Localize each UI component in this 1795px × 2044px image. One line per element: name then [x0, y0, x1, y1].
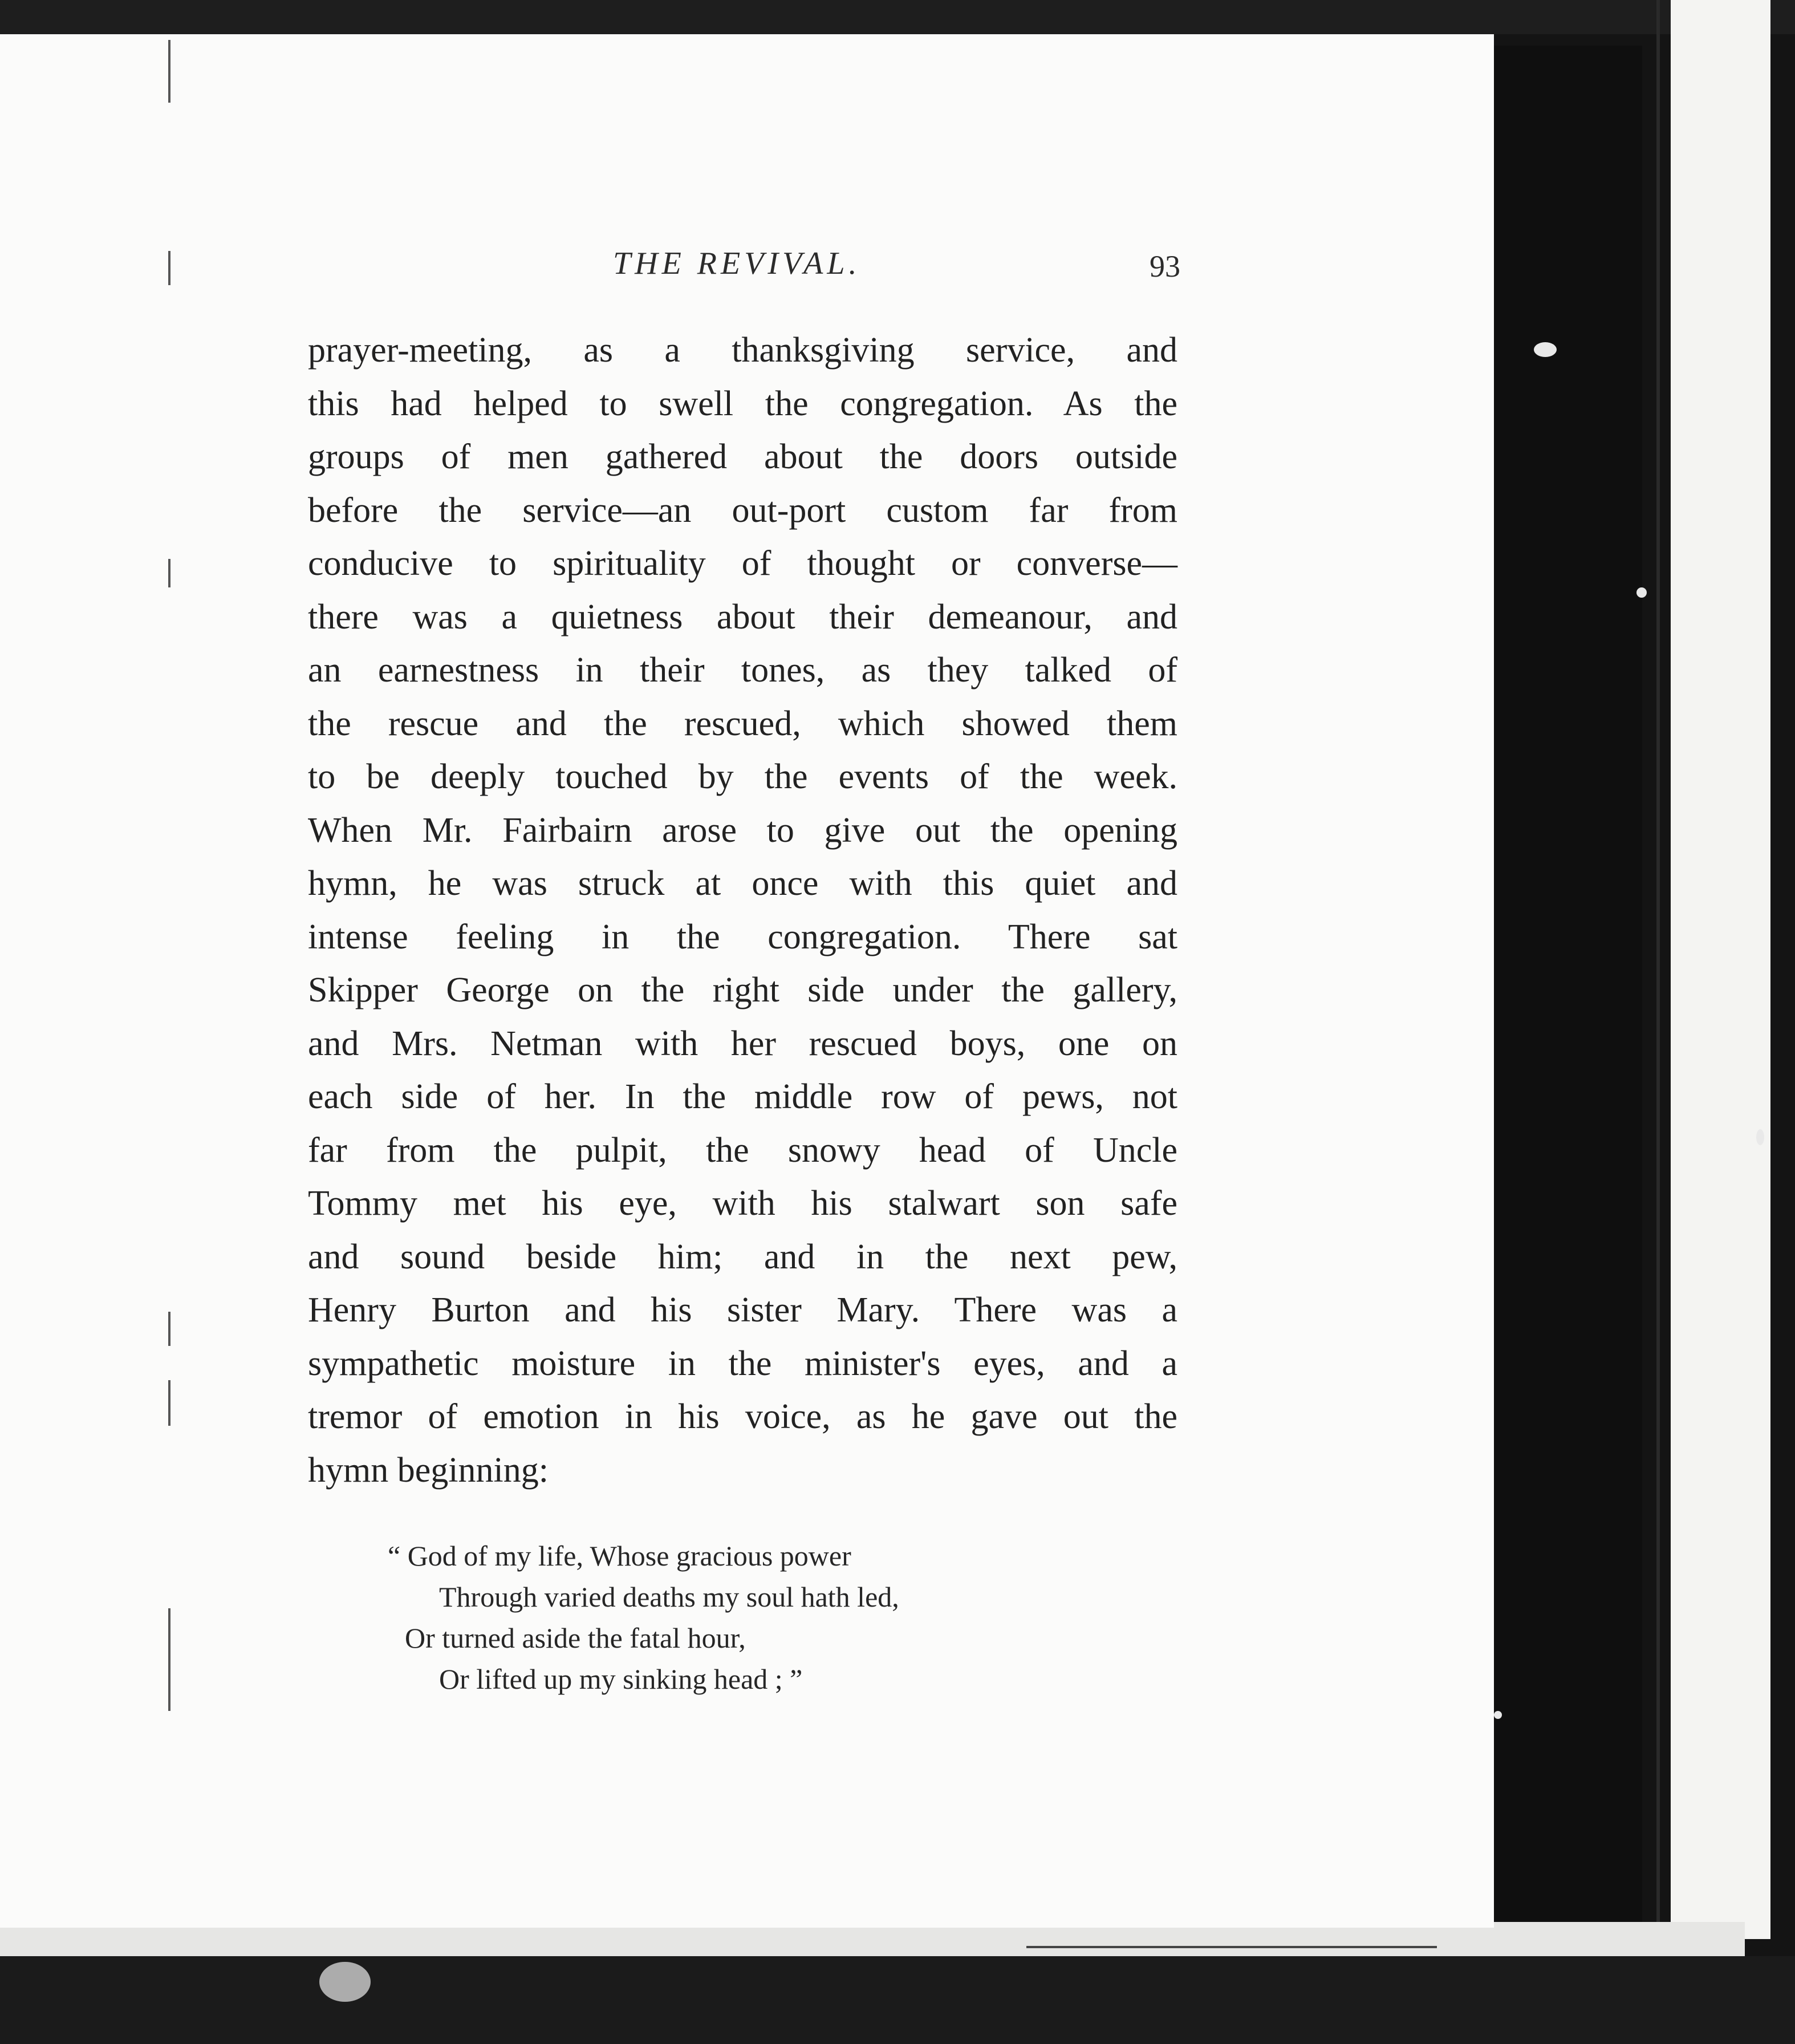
text-line: Henry Burton and his sister Mary. There was a	[308, 1291, 1177, 1329]
text-line: intense feeling in the congregation. There sat	[308, 917, 1177, 956]
text-line: When Mr. Fairbairn arose to give out the opening	[308, 810, 1177, 850]
gutter-mark	[168, 1312, 170, 1346]
text-line: each side of her. In the middle row of pews, not	[308, 1077, 1177, 1116]
bottom-rule	[1026, 1946, 1437, 1948]
text-line: and Mrs. Netman with her rescued boys, one on	[308, 1024, 1177, 1063]
text-line: there was a quietness about their demeanour, and	[308, 597, 1177, 636]
body-text	[308, 324, 1177, 1497]
verse-line: Or lifted up my sinking head ; ”	[439, 1663, 803, 1695]
gutter-mark	[168, 1608, 170, 1711]
top-scan-border	[0, 0, 1795, 34]
gutter-mark	[168, 559, 170, 587]
dust-speck	[319, 1962, 371, 2002]
text-line: the rescue and the rescued, which showed them	[308, 704, 1177, 743]
text-line: Tommy met his eye, with his stalwart son safe	[308, 1184, 1177, 1223]
text-line: sympathetic moisture in the minister's eyes, and a	[308, 1344, 1177, 1383]
text-line: Skipper George on the right side under the gallery,	[308, 971, 1177, 1009]
verse-line: “ God of my life, Whose gracious power	[388, 1540, 851, 1572]
text-line: hymn, he was struck at once with this quiet and	[308, 864, 1177, 903]
text-line: this had helped to swell the congregation. As the	[308, 384, 1177, 423]
hymn-verse	[388, 1535, 1072, 1700]
gutter-mark	[168, 251, 170, 285]
dust-speck	[1534, 342, 1557, 357]
text-line: before the service—an out-port custom far from	[308, 490, 1177, 530]
gutter-mark	[168, 40, 170, 103]
page-number: 93	[1150, 249, 1180, 283]
text-line: conducive to spirituality of thought or converse—	[308, 544, 1177, 583]
bottom-scan-border	[0, 1956, 1795, 2044]
page-edge-line	[1656, 0, 1660, 1950]
text-line: prayer-meeting, as a thanksgiving service, and	[308, 331, 1177, 370]
text-line: tremor of emotion in his voice, as he gave out the	[308, 1397, 1177, 1436]
verse-line: Or turned aside the fatal hour,	[405, 1622, 746, 1654]
dust-speck	[1756, 1129, 1764, 1145]
verse-line: Through varied deaths my soul hath led,	[439, 1581, 899, 1613]
text-line: groups of men gathered about the doors outside	[308, 437, 1177, 476]
text-line: an earnestness in their tones, as they talked of	[308, 651, 1177, 690]
text-line: hymn beginning:	[308, 1450, 549, 1490]
dust-speck	[1636, 587, 1647, 598]
text-line: far from the pulpit, the snowy head of Uncle	[308, 1130, 1177, 1170]
book-page	[0, 34, 1494, 1928]
page-stack-edge	[1671, 0, 1770, 1939]
running-title: THE REVIVAL.	[613, 246, 861, 281]
running-head	[308, 245, 1180, 291]
gutter-mark	[168, 1380, 170, 1426]
text-line: to be deeply touched by the events of the week.	[308, 757, 1177, 796]
text-line: and sound beside him; and in the next pew,	[308, 1237, 1177, 1276]
dust-speck	[1494, 1711, 1502, 1719]
